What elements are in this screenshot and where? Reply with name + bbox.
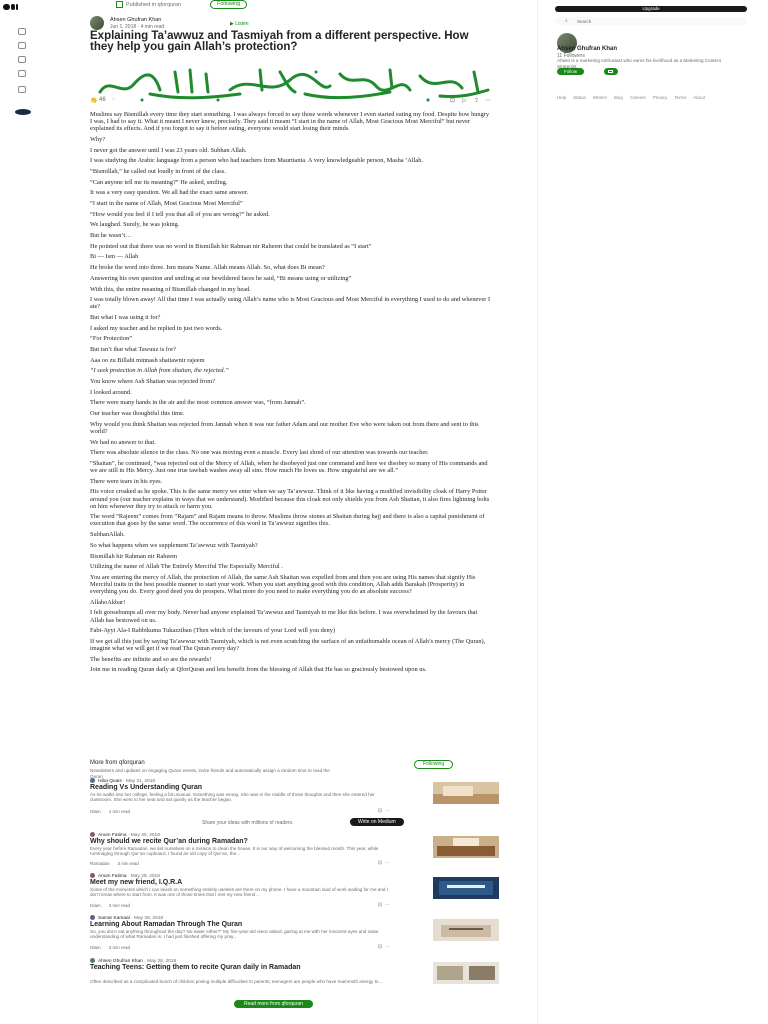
paragraph: So what happens when we supplement Ta’awwuz with Tasmiyah?	[90, 541, 258, 549]
paragraph: Utilizing the name of Allah The Entirely Merciful The Especially Merciful .	[90, 563, 283, 571]
paragraph: With this, the entire meaning of Bismillah changed in my head.	[90, 285, 251, 293]
paragraph: There were tears in his eyes.	[90, 477, 163, 485]
paragraph: Why would you think Shaitan was rejected from Jannah when it was our father Adam and our mother Eve who were taken out from there and sent to this world?	[90, 420, 479, 435]
article-title: Explaining Ta’awwuz and Tasmiyah from a different perspective. How they help you gain Allah’s protection?	[90, 30, 469, 53]
paragraph: Bi — Ism — Allah	[90, 253, 139, 261]
story-card[interactable]: Anum Fatima · May 29, 2018 Meet my new friend, I.Q.R.A Some of the moments which I can lavish on something entirely useless are there on my phone. I have a mountain load of work waiting for me and I don’t know where to start from. It was one of those times that I met my new friend… Islam 3 min read ⊡ ⋯	[90, 873, 490, 913]
home-icon[interactable]	[18, 28, 26, 35]
paragraph: “Shaitan”, he continued, “was rejected out of the Mercy of Allah, when he disobeyed just one command and here we disobey so many of His commands and we are still in His Mercy. Just one true tawbah washes away all sins. How much He loves us. How ungrateful are we all.”	[90, 460, 488, 475]
paragraph: Muslims say Bismillah every time they start something. I was always forced to say those words whenever I even started eating my food. Despite how hungry I was, I had to say it. What it meant I never knew, precisely. They said it meant “I start in the name of Allah, Most Gracious Most Merciful” but never explained its effects. And if you forgot to say it before eating, everyone would start losing their minds.	[90, 111, 490, 133]
subscribe-button[interactable]	[604, 68, 618, 75]
paragraph: Join me in reading Quran daily at QforQuran and lets benefit from the blessing of Allah that He has so graciously bestowed upon us.	[90, 666, 427, 674]
quote-translation: “I seek protection in Allah from shaitan, the rejected.”	[90, 367, 229, 375]
clap-icon[interactable]: 👏	[90, 98, 98, 104]
share-banner	[90, 818, 490, 828]
card-title[interactable]: Learning About Ramadan Through The Quran	[90, 921, 243, 928]
upgrade-button[interactable]: Upgrade	[555, 6, 747, 12]
footer-link-writers[interactable]: Writers	[592, 95, 607, 100]
paragraph: But what I was using it for?	[90, 313, 161, 321]
paragraph: There were many hands in the air and the most common answer was, “from Jannah”.	[90, 399, 306, 407]
right-sidebar	[555, 0, 755, 1024]
card-date: May 31, 2018	[126, 778, 156, 784]
publish-date: Jun 1, 2018	[110, 24, 137, 30]
article-body	[90, 111, 492, 677]
card-author-avatar	[90, 778, 95, 783]
card-thumbnail-image	[433, 919, 499, 941]
card-read-time: 4 min read	[108, 809, 131, 814]
card-author-avatar	[90, 873, 95, 878]
paragraph: Why?	[90, 135, 106, 143]
read-more-button[interactable]: Read more from qforquran	[234, 1000, 313, 1008]
more-from-following-button[interactable]: Following	[414, 760, 453, 769]
paragraph: Bismillah hir Rahman nir Raheem	[90, 552, 178, 560]
paragraph: The benefits are infinite and so are the rewards!	[90, 655, 212, 663]
paragraph: “How would you feel if I tell you that all of you are wrong?” he asked.	[90, 210, 270, 218]
paragraph: Answering his own question and smiling at our bewildered faces he said, “Bi means using or utilizing”	[90, 274, 352, 282]
card-title[interactable]: Reading Vs Understanding Quran	[90, 784, 203, 791]
card-author[interactable]: Samar Kamaal	[98, 915, 130, 921]
notifications-icon[interactable]	[18, 70, 26, 77]
paragraph: “For Protection”	[90, 335, 133, 343]
listen-label: Listen	[235, 21, 249, 27]
card-author[interactable]: Anum Fatima	[98, 873, 127, 879]
footer-link-terms[interactable]: Terms	[674, 95, 687, 100]
card-read-time: 3 min read	[108, 903, 131, 908]
card-date: May 29, 2018	[130, 873, 160, 879]
clap-count: 46	[99, 97, 106, 103]
card-excerpt: Often described as a complicated bunch of children posing multiple difficulties to parents, teenagers are people who have mammoth energy to…	[90, 979, 384, 984]
user-avatar[interactable]	[15, 109, 31, 115]
card-author-avatar	[90, 915, 95, 920]
paragraph: I was studying the Arabic language from a person who had teachers from Mauritania. A very knowledgeable person, Masha ’Allah.	[90, 157, 423, 165]
card-actions[interactable]: ⊡ ⋯	[378, 809, 390, 814]
story-card[interactable]: Hiba Quais · May 31, 2018 Reading Vs Understanding Quran As he walks into her college, feeling a bit unusual. Something was wrong. She was in the middle of those thoughts and then she entered her classroom. She went to her seat and sat quietly as the teacher began. Islam 4 min read ⊡ ⋯	[90, 778, 490, 818]
paragraph: If we get all this just by saying Ta’awwuz with Tasmiyah, which is not even scratching the surface of an unfathomable ocean of Allah’s mercy (The Quran), imagine what we will get if we read The Quran every day?	[90, 637, 486, 652]
story-card[interactable]: Samar Kamaal · May 28, 2018 Learning About Ramadan Through The Quran So, you don’t eat anything throughout the day? No water either?” My five-year-old niece asked, gazing at me with her innocent eyes and naive understanding of what Ramadan is. I had just finished offering my pray… Islam 3 min read ⊡ ⋯	[90, 915, 490, 955]
share-icon[interactable]: ⇪	[474, 98, 480, 104]
footer-link-privacy[interactable]: Privacy	[652, 95, 668, 100]
stories-icon[interactable]	[18, 56, 26, 63]
card-title[interactable]: Teaching Teens: Getting them to recite Quran daily in Ramadan	[90, 964, 301, 971]
paragraph: “Bismillah,” he called out loudly in front of the class.	[90, 167, 226, 175]
paragraph: We had no answer to that.	[90, 438, 156, 446]
card-tag[interactable]: Islam	[90, 903, 101, 908]
card-author[interactable]: Hiba Quais	[98, 778, 122, 784]
write-icon[interactable]	[18, 86, 26, 93]
card-author-avatar	[90, 958, 95, 963]
paragraph: I looked around.	[90, 388, 132, 396]
library-icon[interactable]	[18, 42, 26, 49]
paragraph: You are entering the mercy of Allah, the protection of Allah, the same Ash Shaitan was expelled from and then you are using His names that signify His Merciful traits in the best possible manner to start your work. When you start anything good with this condition, Allah adds Barakah (Prosperity) in everything you do. Every good deed you do prospers. What more do you need to make everything you do an absolute success?	[90, 573, 476, 596]
card-date: May 30, 2018	[130, 832, 160, 838]
sidebar-follow-button[interactable]: Follow	[557, 68, 584, 75]
publication-line[interactable]: Published in qforquran	[116, 1, 181, 8]
paragraph: Fabi-Ayyi Ala-I Rabbikuma Tukazziban (Then which of the favours of your Lord will you deny)	[90, 627, 336, 635]
card-excerpt: So, you don’t eat anything throughout the day? No water either?” My five-year-old niece asked, gazing at me with her innocent eyes and naive understanding of what Ramadan is. I had just finished offering my pray…	[90, 929, 379, 940]
read-time: 4 min read	[140, 24, 165, 30]
card-tag[interactable]: Islam	[90, 809, 101, 814]
card-excerpt: As he walks into her college, feeling a bit unusual. Something was wrong. She was in the middle of those thoughts and then she entered her classroom. She went to her seat and sat quietly as the teacher began.	[90, 792, 375, 803]
paragraph: He broke the word into three. Ism means Name. Allah means Allah. So, what does Bi mean?	[90, 264, 325, 272]
card-thumbnail-image	[433, 877, 499, 899]
footer-link-about[interactable]: About	[693, 95, 705, 100]
search-placeholder: Search	[577, 18, 592, 24]
search-icon: ⌕	[565, 18, 568, 24]
paragraph	[90, 367, 492, 374]
paragraph: SubhanAllah.	[90, 531, 125, 539]
paragraph: I never got the answer until I was 23 years old. Subhan Allah.	[90, 146, 247, 154]
column-divider	[537, 0, 538, 1024]
footer-link-careers[interactable]: Careers	[630, 95, 646, 100]
card-actions[interactable]: ⊡ ⋯	[378, 945, 390, 950]
card-author[interactable]: Anum Fatima	[98, 832, 127, 838]
card-thumbnail-image	[433, 962, 499, 984]
paragraph: He pointed out that there was no word in Bismillah hir Rahman nir Raheem that could be translated as “I start”	[90, 242, 372, 250]
sidebar-followers[interactable]: 11 Followers	[557, 53, 585, 59]
paragraph: Aaa oo zu Billahi minnash shaitawnir rajeem	[90, 356, 205, 364]
write-on-medium-button[interactable]: Write on Medium	[350, 818, 404, 826]
card-author-avatar	[90, 832, 95, 837]
paragraph: There was absolute silence in the class. No one was moving even a muscle. Every last shred of our attention was towards our teacher.	[90, 449, 429, 457]
sidebar-author-bio: Ahsen is a marketing enthusiast who earns his livelihood as a Marketing Content Strategist.	[557, 58, 721, 69]
card-author[interactable]: Ahsen Ghufran Khan	[98, 958, 143, 964]
paragraph: The word “Rajeem” comes from “Rajam” and Rajam means to throw. Muslims throw stones at Shaitan during hajj and there is also a capital punishment of execution that goes by the same word. The occurrence of this word in Ta’awwuz signifies this.	[90, 513, 485, 528]
card-excerpt: Some of the moments which I can lavish on something entirely useless are there on my phone. I have a mountain load of work waiting for me and I don’t know where to start from. It was one of those times that I met my new friend…	[90, 887, 388, 898]
paragraph: But isn’t that what Tawuuz is for?	[90, 346, 177, 354]
paragraph: I felt goosebumps all over my body. Never had anyone explained Ta’awwuz and Tasmiyah to me like this before. I was overwhelmed by the favours that Allah has bestowed on us.	[90, 609, 478, 624]
card-read-time: 3 min read	[108, 945, 131, 950]
author-avatar[interactable]	[90, 16, 104, 30]
paragraph: “I start in the name of Allah, Most Gracious Most Merciful”	[90, 200, 243, 207]
card-thumbnail-image	[433, 782, 499, 804]
footer-link-blog[interactable]: Blog	[614, 95, 623, 100]
article-column	[84, 0, 498, 1024]
sidebar-footer	[557, 95, 711, 100]
story-card[interactable]: Ahsen Ghufran Khan · May 28, 2018 Teaching Teens: Getting them to recite Quran daily in Ramadan Often described as a complicated bunch of children posing multiple difficulties to parents, teenagers are people who have mammoth energy to…	[90, 958, 490, 998]
comment-icon[interactable]: ◌	[112, 97, 116, 103]
footer-link-status[interactable]: Status	[573, 95, 586, 100]
card-date: May 28, 2018	[147, 958, 177, 964]
more-from-subtitle: Newsletters and updates on engaging Quran events, invite friends and automatically assign a random time to read the Quran	[90, 768, 330, 779]
paragraph: But he wasn’t…	[90, 232, 132, 240]
medium-logo[interactable]	[3, 4, 19, 10]
card-actions[interactable]: ⊡ ⋯	[378, 861, 390, 866]
story-card[interactable]: Anum Fatima · May 30, 2018 Why should we recite Qur’an during Ramadan? Every year before Ramadan, we set ourselves on a mission to clean the house. It is our way of welcoming the blessed month. This year, while rummaging through Qur’an cupboard, I found an old copy of Qur’an, the… Ramadan 3 min read ⊡ ⋯	[90, 832, 490, 872]
paragraph: AllahoAkbar!	[90, 598, 126, 606]
author-meta: Jun 1, 2018 · 4 min read	[110, 24, 165, 30]
card-tag[interactable]: Islam	[90, 945, 101, 950]
article-actions	[90, 97, 490, 105]
more-from-title[interactable]: More from qforquran	[90, 760, 145, 766]
paragraph: It was a very easy question. We all had the exact same answer.	[90, 189, 249, 197]
publication-icon	[116, 1, 123, 8]
following-button[interactable]: Following	[210, 0, 247, 9]
search-field[interactable]	[555, 17, 747, 25]
card-thumbnail-image	[433, 836, 499, 858]
card-excerpt: Every year before Ramadan, we set ourselves on a mission to clean the house. It is our way of welcoming the blessed month. This year, while rummaging through Qur’an cupboard, I found an old copy of Qur’an, the…	[90, 846, 379, 857]
sidebar-author-name[interactable]: Ahsen Ghufran Khan	[557, 46, 618, 52]
more-from-section	[90, 760, 490, 779]
paragraph: You know where Ash Shaitan was rejected from?	[90, 378, 215, 386]
footer-link-help[interactable]: Help	[557, 95, 567, 100]
play-icon[interactable]: ▷	[462, 98, 467, 104]
more-icon[interactable]: ⋯	[485, 98, 491, 104]
card-actions[interactable]: ⊡ ⋯	[378, 903, 390, 908]
mail-icon	[608, 70, 613, 73]
card-tag[interactable]: Ramadan	[90, 861, 110, 866]
card-read-time: 3 min read	[117, 861, 139, 866]
author-name[interactable]: Ahsen Ghufran Khan	[110, 17, 162, 23]
bookmark-icon[interactable]: ⊡	[450, 98, 456, 104]
paragraph: His voice croaked as he spoke. This is the same mercy we enter when we say Ta’awwuz. Think of it like having a modified invisibility cloak of Harry Potter around you (our teacher explains in ways that we understand). Modified because this cloak not only shields you from Ash Shaitan, it also fires lightning bolts on him whenever they try to attack or harm you.	[90, 488, 490, 510]
paragraph: “Can anyone tell me its meaning?” He asked, smiling.	[90, 178, 228, 186]
share-text: Share your ideas with millions of readers.	[202, 820, 294, 826]
left-rail	[0, 14, 42, 1024]
paragraph: I asked my teacher and he replied in just two words.	[90, 324, 223, 332]
listen-button[interactable]: ▶ Listen	[230, 21, 249, 27]
card-title[interactable]: Meet my new friend, I.Q.R.A	[90, 879, 183, 886]
paragraph: Our teacher was thoughtful this time.	[90, 410, 185, 418]
card-title[interactable]: Why should we recite Qur’an during Ramadan?	[90, 838, 248, 845]
paragraph: I was totally blown away! All that time I was actually using Allah’s name who is Most Gracious and Most Merciful in everything I used to do and whenever I ate?	[90, 296, 491, 311]
card-date: May 28, 2018	[134, 915, 164, 921]
paragraph: We laughed. Surely, he was joking.	[90, 221, 180, 229]
